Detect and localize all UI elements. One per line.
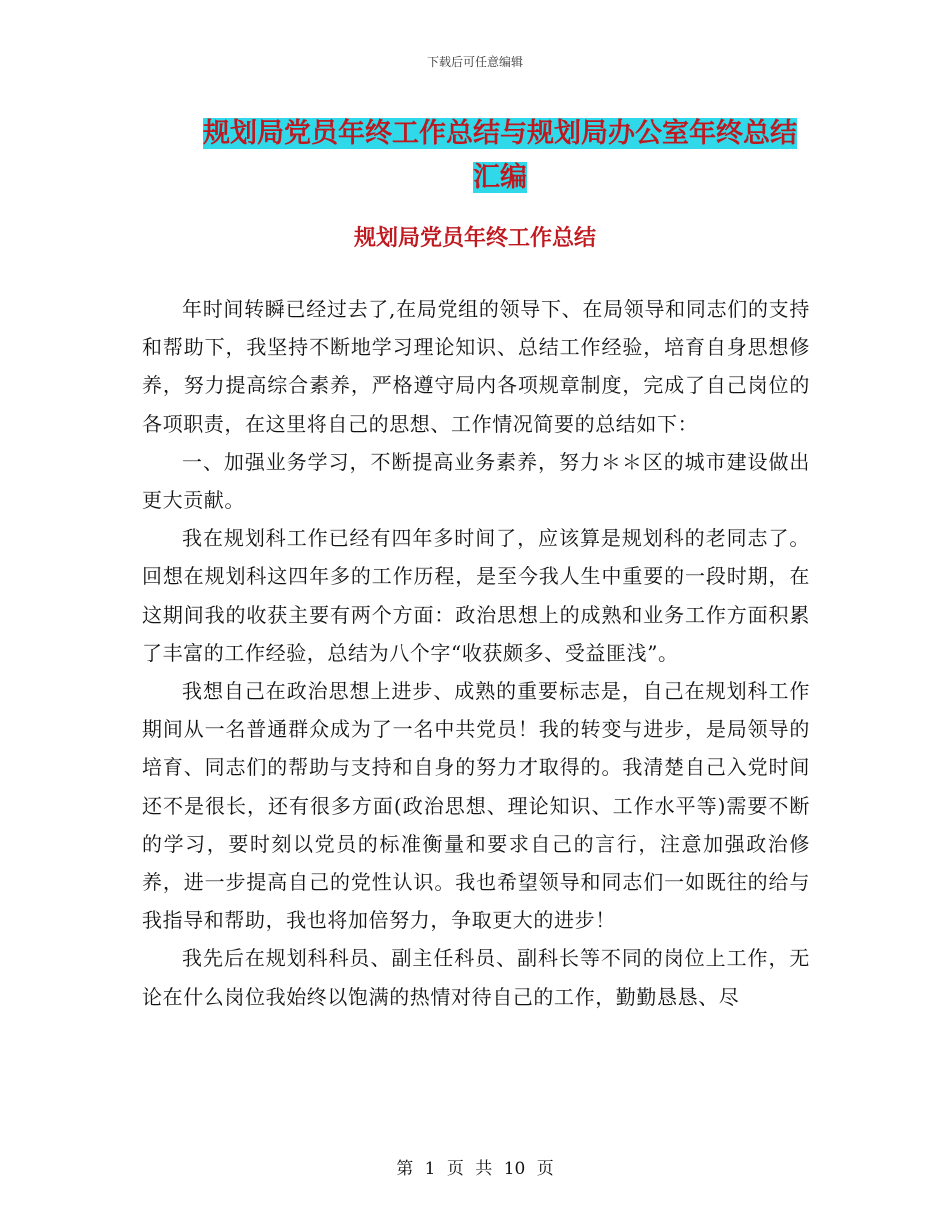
document-title-text: 规划局党员年终工作总结与规划局办公室年终总结汇编: [203, 118, 797, 193]
page-footer: 第 1 页 共 10 页: [396, 1159, 554, 1179]
section-title: 规划局党员年终工作总结: [353, 226, 596, 251]
page-header-note: 下载后可任意编辑: [426, 55, 523, 69]
paragraph: 我先后在规划科科员、副主任科员、副科长等不同的岗位上工作，无论在什么岗位我始终以饱满的热情对待自己的工作，勤勤恳恳、尽: [142, 946, 810, 1009]
paragraph: 一、加强业务学习，不断提高业务素养，努力＊＊区的城市建设做出更大贡献。: [142, 449, 810, 513]
paragraph: 年时间转瞬已经过去了,在局党组的领导下、在局领导和同志们的支持和帮助下，我坚持不断地学习理论知识、总结工作经验，培育自身思想修养，努力提高综合素养，严格遵守局内各项规章制度，完成了自己岗位的各项职责，在这里将自己的思想、工作情况简要的总结如下：: [142, 297, 810, 436]
paragraph: 我想自己在政治思想上进步、成熟的重要标志是，自己在规划科工作期间从一名普通群众成为了一名中共党员！我的转变与进步，是局领导的培育、同志们的帮助与支持和自身的努力才取得的。我清楚自己入党时间还不是很长，还有很多方面(政治思想、理论知识、工作水平等)需要不断的学习，要时刻以党员的标准衡量和要求自己的言行，注意加强政治修养，进一步提高自己的党性认识。我也希望领导和同志们一如既往的给与我指导和帮助，我也将加倍努力，争取更大的进步！: [142, 679, 810, 933]
document-title: [190, 112, 810, 200]
paragraph: 我在规划科工作已经有四年多时间了，应该算是规划科的老同志了。回想在规划科这四年多的工作历程，是至今我人生中重要的一段时期，在这期间我的收获主要有两个方面：政治思想上的成熟和业务工作方面积累了丰富的工作经验，总结为八个字“收获颇多、受益匪浅”。: [142, 526, 810, 665]
document-body: [142, 290, 810, 1016]
